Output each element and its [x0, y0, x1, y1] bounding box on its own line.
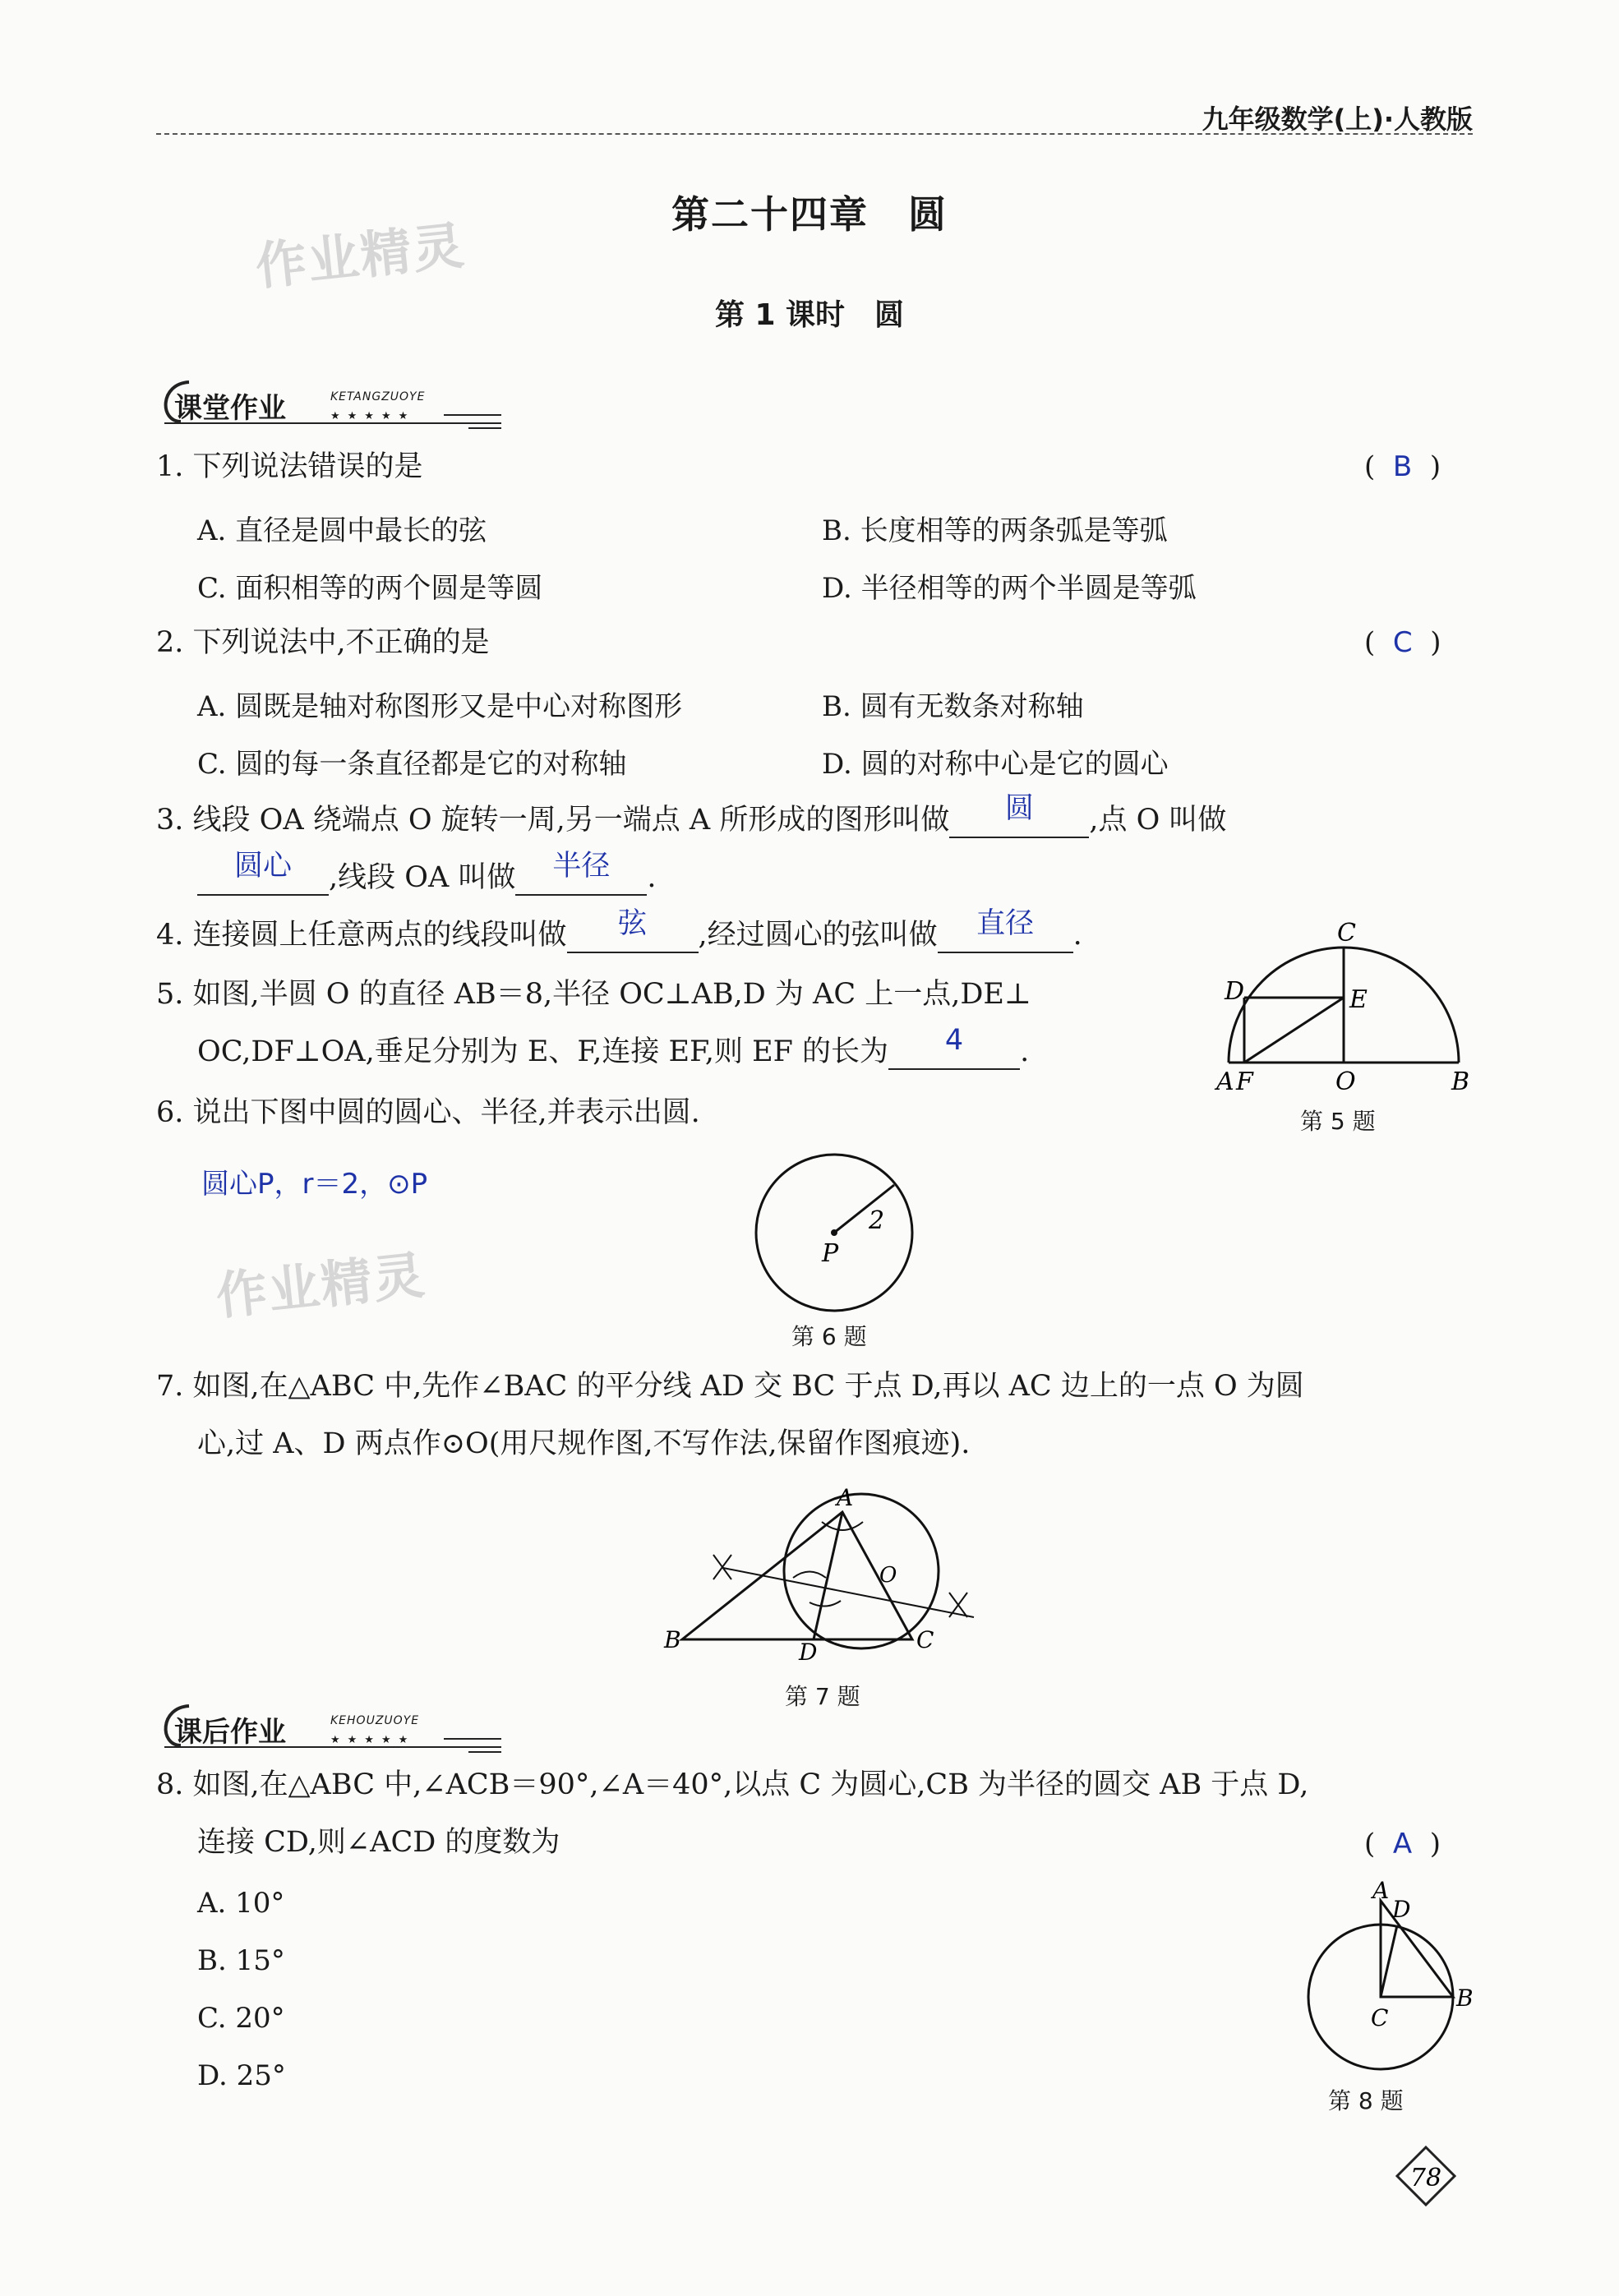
q8-caption: 第 8 题 — [1328, 2087, 1404, 2114]
q2-option-a: A. 圆既是轴对称图形又是中心对称图形 — [197, 690, 683, 723]
q5-label-c: C — [1337, 919, 1356, 947]
q4-blank-2 — [938, 907, 1073, 953]
q5-text: OC,DF⊥OA,垂足分别为 E、F,连接 EF,则 EF 的长为 — [197, 1035, 889, 1068]
q6-caption: 第 6 题 — [791, 1323, 867, 1350]
watermark: 作业精灵 — [213, 1244, 429, 1327]
q5-label-b: B — [1451, 1067, 1470, 1096]
section-header-classwork — [156, 374, 510, 431]
q6-answer: 圆心P，r＝2，⊙P — [201, 1168, 428, 1201]
q8-label-c: C — [1371, 2004, 1389, 2031]
watermark: 作业精灵 — [252, 214, 468, 297]
q1-option-a: A. 直径是圆中最长的弦 — [197, 514, 487, 547]
section-stars: ★★★★★ — [330, 410, 416, 422]
q5-label-o: O — [1335, 1067, 1356, 1096]
q7-label-d: D — [799, 1639, 818, 1660]
q1-answer-paren: ( B ) — [1364, 450, 1441, 483]
q5-label-d: D — [1225, 977, 1245, 1006]
q5-label-e: E — [1349, 985, 1368, 1014]
q6-label-p: P — [822, 1239, 839, 1268]
header-divider — [156, 133, 1473, 135]
q8-label-a: A — [1372, 1878, 1390, 1904]
q3-blank-1 — [949, 792, 1089, 838]
q1-stem: 1. 下列说法错误的是 — [156, 450, 423, 483]
q7-label-c: C — [916, 1626, 934, 1653]
q6-label-r: 2 — [869, 1206, 885, 1235]
q2-option-c: C. 圆的每一条直径都是它的对称轴 — [197, 748, 627, 781]
q1-answer: B — [1392, 450, 1413, 483]
q8-label-d: D — [1392, 1896, 1411, 1923]
q8-option-c: C. 20° — [197, 2002, 285, 2035]
q8-answer-paren: ( A ) — [1364, 1828, 1441, 1860]
q3-answer-1: 圆 — [1004, 792, 1034, 825]
q4-line: 4. 连接圆上任意两点的线段叫做 弦 ,经过圆心的弦叫做 直径 . — [156, 907, 1082, 952]
q3-blank-2 — [197, 850, 329, 896]
page-number: 78 — [1409, 2164, 1442, 2192]
q7-figure-construction — [657, 1479, 986, 1660]
q3-line1 — [156, 792, 1227, 838]
section-header-homework — [156, 1698, 510, 1755]
q8-figure-circle — [1290, 1878, 1479, 2079]
q2-option-d: D. 圆的对称中心是它的圆心 — [822, 748, 1169, 781]
q4-text: 4. 连接圆上任意两点的线段叫做 — [156, 919, 567, 952]
q6-stem: 6. 说出下图中圆的圆心、半径,并表示出圆. — [156, 1096, 700, 1129]
q1-option-d: D. 半径相等的两个半圆是等弧 — [822, 572, 1197, 605]
q7-label-o: O — [879, 1563, 897, 1588]
q8-option-d: D. 25° — [197, 2059, 286, 2092]
q3-text: 3. 线段 OA 绕端点 O 旋转一周,另一端点 A 所形成的图形叫做 — [156, 804, 950, 837]
q5-line1: 5. 如图,半圆 O 的直径 AB＝8,半径 OC⊥AB,D 为 AC 上一点,DE⊥ — [156, 978, 1031, 1011]
section-english: KEHOUZUOYE — [330, 1714, 420, 1727]
q5-figure-semicircle — [1208, 919, 1471, 1124]
q7-label-b: B — [664, 1626, 681, 1653]
chapter-title: 第二十四章 圆 — [671, 192, 948, 237]
q2-answer-paren: ( C ) — [1364, 626, 1441, 659]
q1-option-b: B. 长度相等的两条弧是等弧 — [822, 514, 1168, 547]
q3-blank-3 — [515, 850, 647, 896]
q7-label-a: A — [837, 1484, 854, 1511]
q5-blank — [888, 1024, 1020, 1070]
q8-option-b: B. 15° — [197, 1944, 285, 1977]
q5-line2: OC,DF⊥OA,垂足分别为 E、F,连接 EF,则 EF 的长为 4 . — [197, 1024, 1030, 1068]
q1-option-c: C. 面积相等的两个圆是等圆 — [197, 572, 543, 605]
q5-answer: 4 — [944, 1024, 964, 1057]
lesson-title: 第 1 课时 圆 — [714, 298, 905, 332]
q2-stem: 2. 下列说法中,不正确的是 — [156, 626, 490, 659]
q5-label-a: A — [1216, 1067, 1234, 1096]
q7-caption: 第 7 题 — [785, 1683, 860, 1710]
q3-answer-3: 半径 — [552, 850, 611, 883]
q8-option-a: A. 10° — [197, 1887, 285, 1920]
q8-line2: 连接 CD,则∠ACD 的度数为 — [197, 1826, 560, 1859]
q4-answer-2: 直径 — [976, 907, 1035, 940]
section-label: 课后作业 — [174, 1716, 286, 1749]
q3-line2: 圆心 ,线段 OA 叫做 半径 . — [197, 860, 657, 896]
q8-label-b: B — [1456, 1985, 1474, 2012]
q4-answer-1: 弦 — [618, 907, 648, 940]
q7-line1: 7. 如图,在△ABC 中,先作∠BAC 的平分线 AD 交 BC 于点 D,再以 AC 边上的一点 O 为圆 — [156, 1370, 1304, 1403]
q4-blank-1 — [567, 907, 699, 953]
q5-caption: 第 5 题 — [1300, 1108, 1376, 1135]
q7-line2: 心,过 A、D 两点作⊙O(用尺规作图,不写作法,保留作图痕迹). — [197, 1427, 971, 1460]
section-english: KETANGZUOYE — [330, 390, 426, 403]
page-header: 九年级数学(上)·人教版 — [1202, 104, 1473, 135]
q8-answer: A — [1392, 1828, 1413, 1860]
section-label: 课堂作业 — [174, 392, 286, 425]
q3-text: ,点 O 叫做 — [1089, 804, 1227, 837]
q8-line1: 8. 如图,在△ABC 中,∠ACB＝90°,∠A＝40°,以点 C 为圆心,CB 为半径的圆交 AB 于点 D, — [156, 1768, 1309, 1801]
q6-figure-circle — [748, 1150, 929, 1315]
page-number-badge — [1389, 2143, 1463, 2209]
q3-text: ,线段 OA 叫做 — [329, 861, 516, 894]
q4-text: ,经过圆心的弦叫做 — [698, 919, 938, 952]
section-stars: ★★★★★ — [330, 1734, 416, 1746]
q2-answer: C — [1392, 626, 1413, 659]
q3-answer-2: 圆心 — [233, 850, 292, 883]
q2-option-b: B. 圆有无数条对称轴 — [822, 690, 1084, 723]
q5-label-f: F — [1236, 1067, 1253, 1096]
